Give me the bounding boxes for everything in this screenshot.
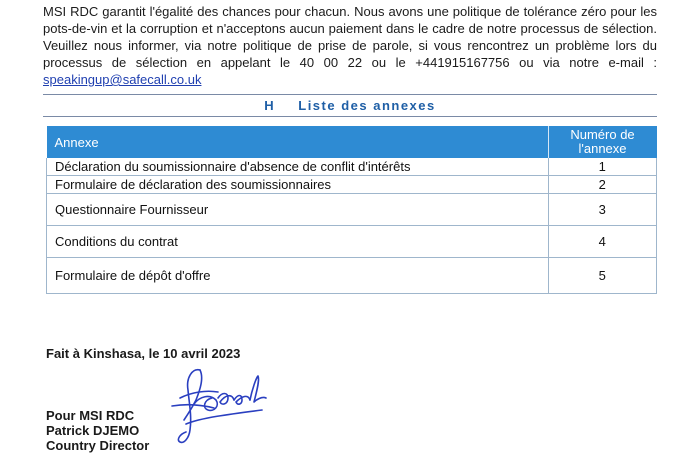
signatory-block (46, 408, 149, 453)
place-date: Fait à Kinshasa, le 10 avril 2023 (46, 346, 241, 361)
intro-text: MSI RDC garantit l'égalité des chances pour chacun. Nous avons une politique de tolérance zéro pour les pots-de-vin et la corruption et n'acceptons aucun paiement dans le cadre de notre processus de sélection. Veuillez nous informer, via notre politique de prise de parole, si vous rencontrez un problème lors du processus de sélection en appelant le 40 00 22 ou le +441915167756 ou via notre e-mail : (43, 4, 657, 70)
annex-label: Formulaire de déclaration des soumissionnaires (47, 176, 549, 194)
table-row (47, 176, 657, 194)
annex-label: Conditions du contrat (47, 226, 549, 258)
annex-number: 5 (548, 258, 657, 294)
annex-number: 1 (548, 158, 657, 176)
annex-label: Formulaire de dépôt d'offre (47, 258, 549, 294)
table-header-row (47, 126, 657, 158)
table-row (47, 258, 657, 294)
annex-table (46, 126, 657, 294)
email-link[interactable]: speakingup@safecall.co.uk (43, 72, 202, 87)
section-letter: H (264, 98, 276, 113)
signature-image (170, 364, 270, 450)
section-heading (43, 94, 657, 117)
table-row (47, 226, 657, 258)
section-title: Liste des annexes (298, 98, 436, 113)
table-row (47, 158, 657, 176)
annex-number: 3 (548, 194, 657, 226)
intro-paragraph (43, 3, 657, 88)
table-row (47, 194, 657, 226)
header-number: Numéro de l'annexe (548, 126, 657, 158)
header-annex: Annexe (47, 126, 549, 158)
signatory-name: Patrick DJEMO (46, 423, 140, 438)
signatory-role: Country Director (46, 438, 150, 453)
signatory-org: Pour MSI RDC (46, 408, 135, 423)
annex-label: Questionnaire Fournisseur (47, 194, 549, 226)
annex-number: 4 (548, 226, 657, 258)
annex-label: Déclaration du soumissionnaire d'absence de conflit d'intérêts (47, 158, 549, 176)
annex-number: 2 (548, 176, 657, 194)
